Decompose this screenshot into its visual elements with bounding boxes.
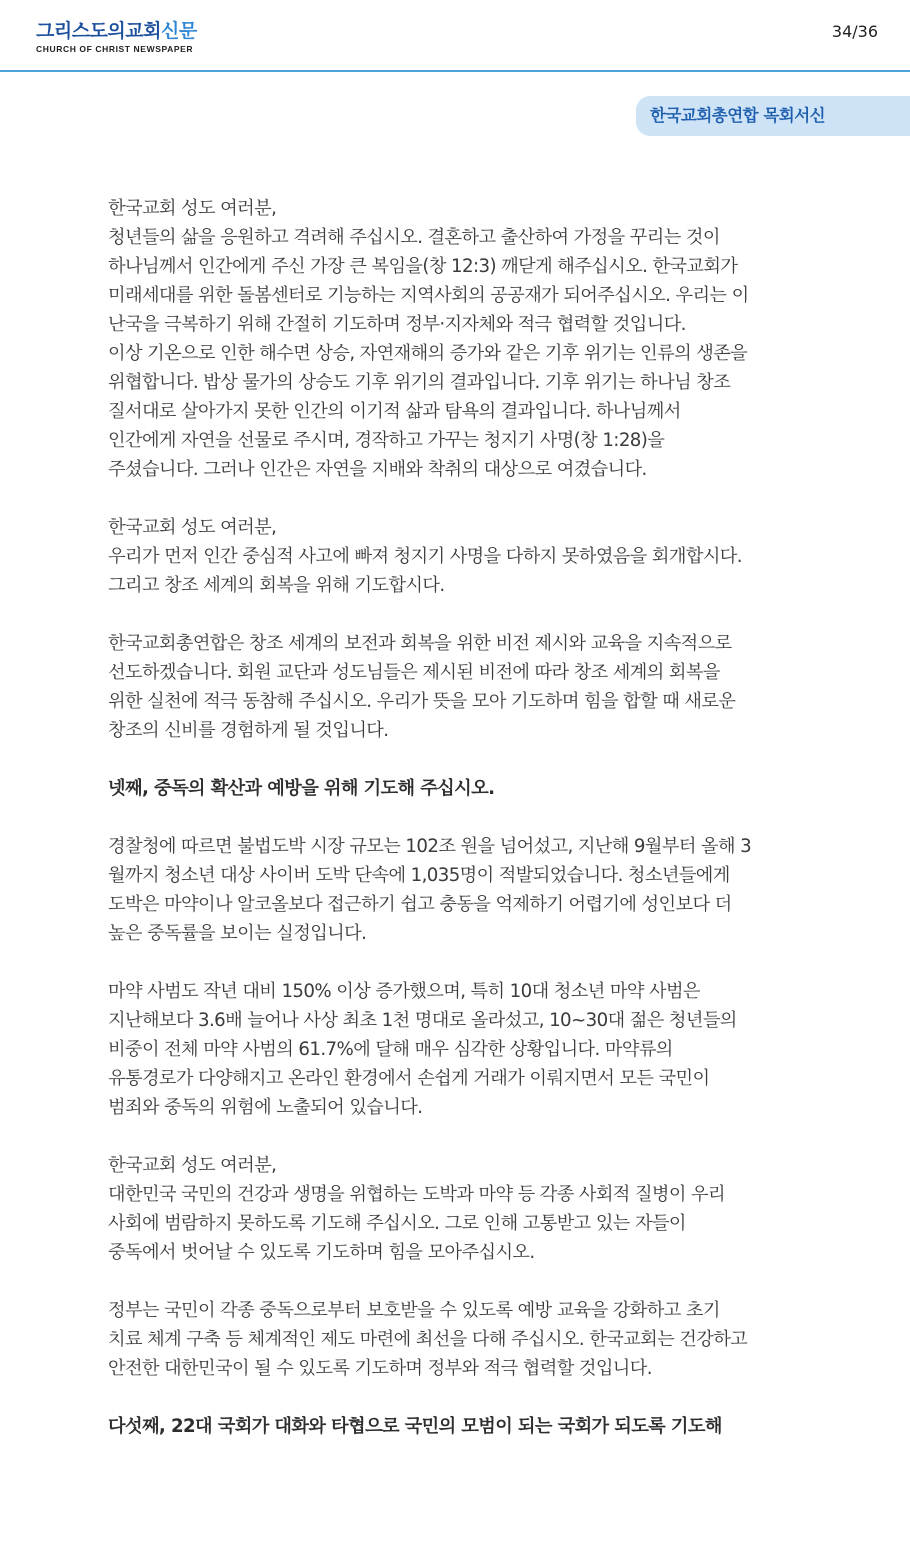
paragraph xyxy=(108,1151,828,1267)
text-line: 난국을 극복하기 위해 간절히 기도하며 정부·지자체와 적극 협력할 것입니다. xyxy=(108,314,686,335)
paragraph xyxy=(108,629,828,745)
paragraph xyxy=(108,832,828,948)
text-line: 넷째, 중독의 확산과 예방을 위해 기도해 주십시오. xyxy=(108,778,495,799)
section-heading xyxy=(108,1412,828,1441)
text-line: 높은 중독률을 보이는 실정입니다. xyxy=(108,923,367,944)
text-line: 마약 사범도 작년 대비 150% 이상 증가했으며, 특히 10대 청소년 마약 사범은 xyxy=(108,981,700,1002)
text-line: 범죄와 중독의 위험에 노출되어 있습니다. xyxy=(108,1097,423,1118)
text-line: 주셨습니다. 그러나 인간은 자연을 지배와 착취의 대상으로 여겼습니다. xyxy=(108,459,647,480)
text-line: 사회에 범람하지 못하도록 기도해 주십시오. 그로 인해 고통받고 있는 자들이 xyxy=(108,1213,686,1234)
text-line: 우리가 먼저 인간 중심적 사고에 빠져 청지기 사명을 다하지 못하였음을 회개합시다. xyxy=(108,546,742,567)
text-line: 한국교회 성도 여러분, xyxy=(108,198,277,219)
text-line: 대한민국 국민의 건강과 생명을 위협하는 도박과 마약 등 각종 사회적 질병이 우리 xyxy=(108,1184,725,1205)
text-line: 청년들의 삶을 응원하고 격려해 주십시오. 결혼하고 출산하여 가정을 꾸리는 것이 xyxy=(108,227,720,248)
paragraph xyxy=(108,194,828,484)
paragraph xyxy=(108,977,828,1122)
logo-title xyxy=(36,20,197,42)
text-line: 하나님께서 인간에게 주신 가장 큰 복임을(창 12:3) 깨닫게 해주십시오. 한국교회가 xyxy=(108,256,738,277)
text-line: 한국교회 성도 여러분, xyxy=(108,1155,277,1176)
paragraph xyxy=(108,1296,828,1383)
text-line: 유통경로가 다양해지고 온라인 환경에서 손쉽게 거래가 이뤄지면서 모든 국민이 xyxy=(108,1068,710,1089)
section-label: 한국교회총연합 목회서신 xyxy=(636,96,910,136)
newspaper-logo[interactable] xyxy=(36,20,197,55)
text-line: 그리고 창조 세계의 회복을 위해 기도합시다. xyxy=(108,575,445,596)
logo-title-main: 그리스도의교회 xyxy=(36,20,161,42)
text-line: 비중이 전체 마약 사범의 61.7%에 달해 매우 심각한 상황입니다. 마약류의 xyxy=(108,1039,673,1060)
text-line: 위한 실천에 적극 동참해 주십시오. 우리가 뜻을 모아 기도하며 힘을 합할 때 새로운 xyxy=(108,691,736,712)
page-header xyxy=(0,0,910,72)
section-heading xyxy=(108,774,828,803)
text-line: 인간에게 자연을 선물로 주시며, 경작하고 가꾸는 청지기 사명(창 1:28)을 xyxy=(108,430,665,451)
text-line: 월까지 청소년 대상 사이버 도박 단속에 1,035명이 적발되었습니다. 청소년들에게 xyxy=(108,865,730,886)
logo-title-accent: 신문 xyxy=(160,20,197,42)
paragraph xyxy=(108,513,828,600)
logo-subtitle: CHURCH OF CHRIST NEWSPAPER xyxy=(36,44,194,54)
text-line: 이상 기온으로 인한 해수면 상승, 자연재해의 증가와 같은 기후 위기는 인류의 생존을 xyxy=(108,343,748,364)
text-line: 정부는 국민이 각종 중독으로부터 보호받을 수 있도록 예방 교육을 강화하고 초기 xyxy=(108,1300,720,1321)
text-line: 미래세대를 위한 돌봄센터로 기능하는 지역사회의 공공재가 되어주십시오. 우리는 이 xyxy=(108,285,749,306)
text-line: 창조의 신비를 경험하게 될 것입니다. xyxy=(108,720,389,741)
page-number: 34/36 xyxy=(831,22,878,41)
text-line: 위협합니다. 밥상 물가의 상승도 기후 위기의 결과입니다. 기후 위기는 하나님 창조 xyxy=(108,372,731,393)
text-line: 다섯째, 22대 국회가 대화와 타협으로 국민의 모범이 되는 국회가 되도록 기도해 xyxy=(108,1416,722,1437)
text-line: 도박은 마약이나 알코올보다 접근하기 쉽고 충동을 억제하기 어렵기에 성인보다 더 xyxy=(108,894,732,915)
text-line: 중독에서 벗어날 수 있도록 기도하며 힘을 모아주십시오. xyxy=(108,1242,535,1263)
text-line: 치료 체계 구축 등 체계적인 제도 마련에 최선을 다해 주십시오. 한국교회는 건강하고 xyxy=(108,1329,748,1350)
text-line: 지난해보다 3.6배 늘어나 사상 최초 1천 명대로 올라섰고, 10~30대 젊은 청년들의 xyxy=(108,1010,737,1031)
article-body xyxy=(108,194,828,1470)
text-line: 한국교회총연합은 창조 세계의 보전과 회복을 위한 비전 제시와 교육을 지속적으로 xyxy=(108,633,732,654)
text-line: 경찰청에 따르면 불법도박 시장 규모는 102조 원을 넘어섰고, 지난해 9월부터 올해 3 xyxy=(108,836,752,857)
text-line: 한국교회 성도 여러분, xyxy=(108,517,277,538)
text-line: 선도하겠습니다. 회원 교단과 성도님들은 제시된 비전에 따라 창조 세계의 회복을 xyxy=(108,662,720,683)
text-line: 안전한 대한민국이 될 수 있도록 기도하며 정부와 적극 협력할 것입니다. xyxy=(108,1358,652,1379)
text-line: 질서대로 살아가지 못한 인간의 이기적 삶과 탐욕의 결과입니다. 하나님께서 xyxy=(108,401,681,422)
